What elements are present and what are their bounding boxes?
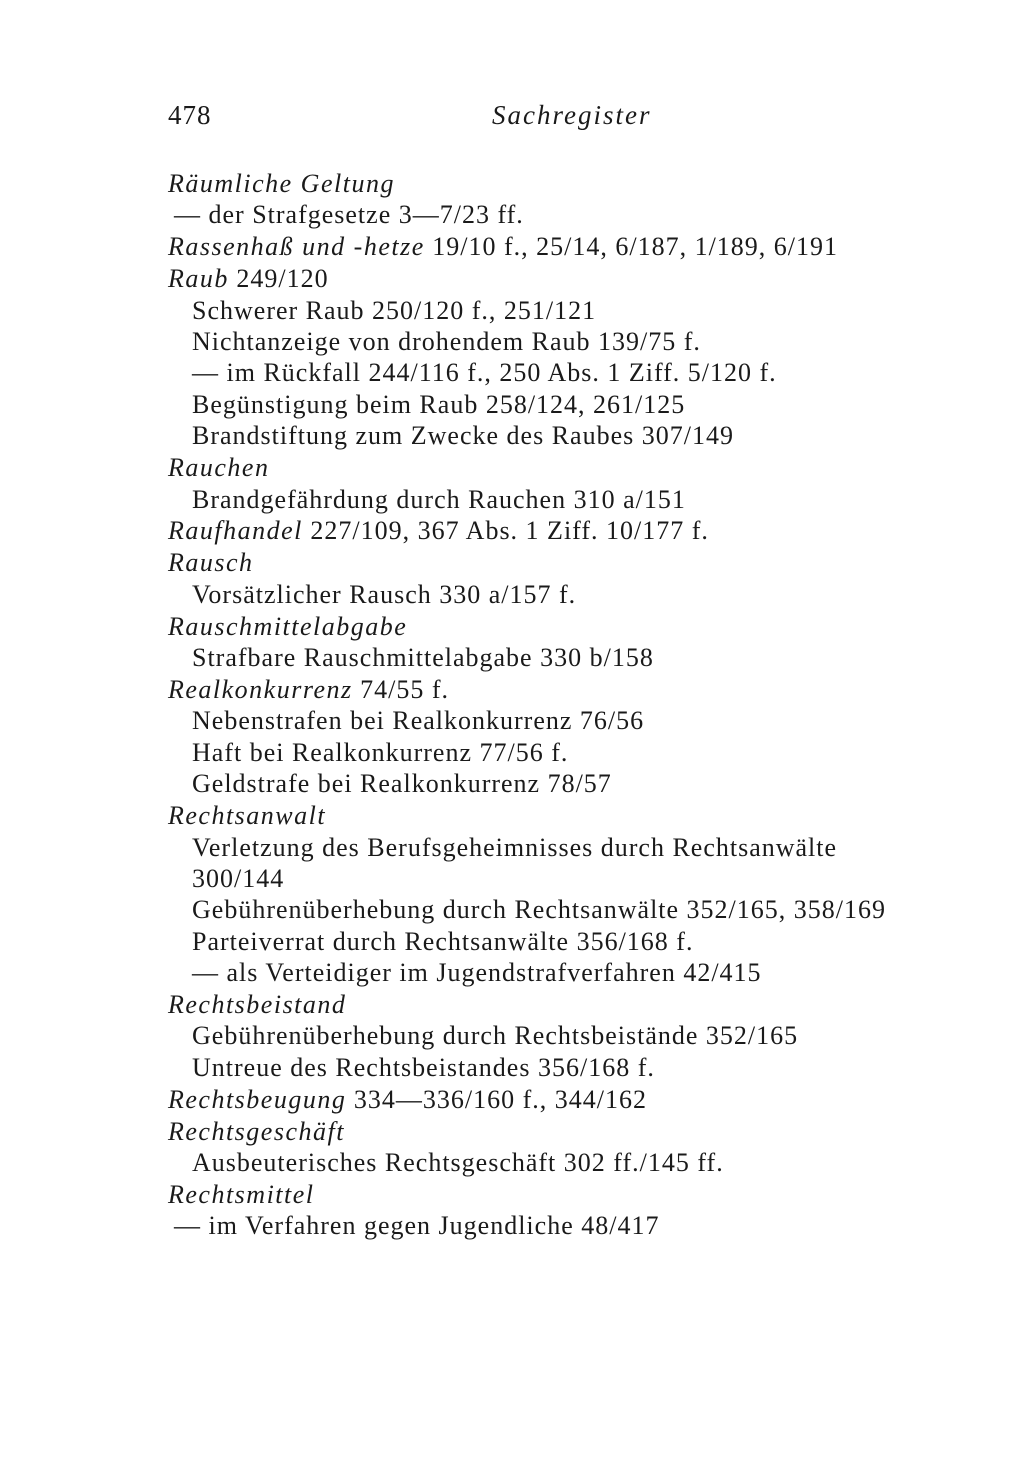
index-entry	[168, 674, 1008, 800]
index-entry	[168, 800, 1008, 988]
entry-subline: Nichtanzeige von drohendem Raub 139/75 f.	[192, 327, 701, 357]
entry-reference: 227/109, 367 Abs. 1 Ziff. 10/177 f.	[310, 516, 709, 546]
index-entry	[168, 231, 1008, 262]
index-entry	[168, 1179, 1008, 1242]
entry-term: Rechtsmittel	[168, 1180, 315, 1209]
entry-term: Rassenhaß und -hetze	[168, 232, 425, 262]
entry-subline: Nebenstrafen bei Realkonkurrenz 76/56	[192, 706, 645, 736]
entry-term: Räumliche Geltung	[168, 169, 395, 198]
entry-subline: Vorsätzlicher Rausch 330 a/157 f.	[192, 579, 577, 609]
entry-subline: Haft bei Realkonkurrenz 77/56 f.	[192, 737, 569, 767]
entry-subline: Strafbare Rauschmittelabgabe 330 b/158	[192, 643, 654, 673]
index-entry	[168, 263, 1008, 451]
index-entry	[168, 452, 1008, 515]
entry-term: Rauchen	[168, 453, 270, 483]
entry-term: Rechtsanwalt	[168, 801, 327, 831]
index-entry	[168, 989, 1008, 1083]
entry-reference: 19/10 f., 25/14, 6/187, 1/189, 6/191	[432, 232, 839, 262]
page-number: 478	[168, 100, 212, 130]
entry-subline: Parteiverrat durch Rechtsanwälte 356/168 f.	[192, 926, 694, 956]
entry-term: Rauschmittelabgabe	[168, 611, 408, 641]
entry-term: Rechtsgeschäft	[168, 1116, 345, 1146]
entry-term: Rechtsbeistand	[168, 990, 347, 1020]
index-entry	[168, 1084, 1008, 1115]
entry-subline: — als Verteidiger im Jugendstrafverfahren 42/415	[192, 958, 762, 988]
index-entry	[168, 547, 1008, 610]
entry-term: Rechtsbeugung	[168, 1084, 347, 1114]
entry-subline: — im Verfahren gegen Jugendliche 48/417	[174, 1211, 660, 1241]
entry-subline: — der Strafgesetze 3—7/23 ff.	[174, 200, 524, 230]
index-entry	[168, 611, 1008, 674]
index-entry	[168, 168, 1008, 231]
entry-subline: Gebührenüberhebung durch Rechtsbeistände 352/165	[192, 1021, 799, 1051]
entry-subline: Untreue des Rechtsbeistandes 356/168 f.	[192, 1052, 655, 1082]
entry-term: Raub	[168, 264, 229, 294]
entry-subline: Geldstrafe bei Realkonkurrenz 78/57	[192, 769, 612, 799]
entry-term: Raufhandel	[168, 516, 303, 546]
entry-term: Realkonkurrenz	[168, 675, 353, 704]
entry-subline: — im Rückfall 244/116 f., 250 Abs. 1 Ziff. 5/120 f.	[192, 358, 777, 388]
running-head: Sachregister	[492, 100, 652, 130]
entry-reference: 334—336/160 f., 344/162	[353, 1084, 647, 1114]
entry-subline: Brandgefährdung durch Rauchen 310 a/151	[192, 484, 686, 514]
entry-subline: Schwerer Raub 250/120 f., 251/121	[192, 295, 597, 325]
entry-term: Rausch	[168, 548, 254, 578]
entry-subline: Verletzung des Berufsgeheimnisses durch Rechtsanwälte	[192, 832, 838, 862]
index-entry	[168, 1116, 1008, 1179]
entry-reference: 249/120	[236, 264, 329, 294]
index-entry	[168, 515, 1008, 546]
entry-subline: Gebührenüberhebung durch Rechtsanwälte 352/165, 358/169	[192, 895, 887, 925]
entry-subline: Brandstiftung zum Zwecke des Raubes 307/149	[192, 421, 734, 451]
entry-subline: 300/144	[192, 863, 285, 893]
entry-subline: Begünstigung beim Raub 258/124, 261/125	[192, 389, 686, 419]
index-entries	[168, 168, 1008, 1242]
entry-reference: 74/55 f.	[360, 675, 450, 704]
entry-subline: Ausbeuterisches Rechtsgeschäft 302 ff./145 ff.	[192, 1148, 724, 1178]
